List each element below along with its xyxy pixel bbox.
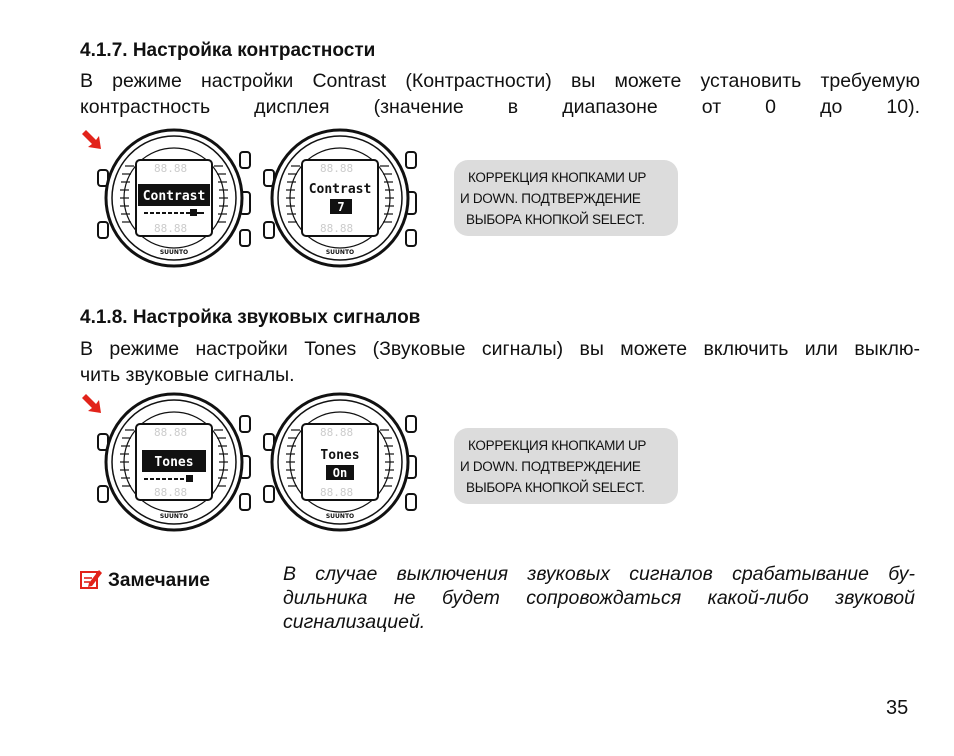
- svg-text:88.88: 88.88: [320, 486, 354, 499]
- note-text: [283, 562, 915, 634]
- paragraph-line: контрастность дисплея (значение в диапазоне от 0 до 10).: [80, 96, 920, 118]
- watch-brand: SUUNTO: [325, 513, 355, 520]
- section-paragraph-tones: [80, 336, 920, 388]
- lcd-label: Contrast: [308, 182, 372, 197]
- callout-line: И DOWN. ПОДТВЕРЖДЕНИЕ: [460, 191, 641, 206]
- note-label: Замечание: [108, 570, 210, 591]
- watch-brand: SUUNTO: [325, 249, 355, 256]
- watch-illustration: [260, 390, 420, 530]
- note-line: сигнализацией.: [283, 611, 426, 633]
- watch-illustration: [94, 126, 254, 266]
- instruction-callout: [454, 160, 678, 236]
- section-heading-contrast: 4.1.7. Настройка контрастности: [80, 40, 376, 61]
- watch-illustration: [260, 126, 420, 266]
- callout-line: ВЫБОРА КНОПКОЙ SELECT.: [466, 480, 645, 495]
- callout-line: ВЫБОРА КНОПКОЙ SELECT.: [466, 212, 645, 227]
- page-number: 35: [886, 697, 909, 719]
- lcd-label: Contrast: [142, 189, 206, 204]
- svg-text:88.88: 88.88: [154, 426, 188, 439]
- lcd-value: On: [332, 466, 348, 480]
- svg-text:88.88: 88.88: [320, 426, 354, 439]
- callout-line: КОРРЕКЦИЯ КНОПКАМИ UP: [468, 170, 647, 185]
- paragraph-line: В режиме настройки Contrast (Контрастности) вы можете установить требуемую: [80, 70, 920, 92]
- lcd-label: Tones: [320, 448, 360, 463]
- paragraph-line: чить звуковые сигналы.: [80, 364, 295, 386]
- svg-text:88.88: 88.88: [320, 222, 354, 235]
- instruction-callout: [454, 428, 678, 504]
- svg-text:88.88: 88.88: [154, 222, 188, 235]
- paragraph-line: В режиме настройки Tones (Звуковые сигналы) вы можете включить или выклю-: [80, 338, 920, 360]
- callout-line: И DOWN. ПОДТВЕРЖДЕНИЕ: [460, 459, 641, 474]
- svg-text:88.88: 88.88: [154, 162, 188, 175]
- watch-illustration: [94, 390, 254, 530]
- section-paragraph-contrast: [80, 68, 920, 120]
- svg-text:88.88: 88.88: [320, 162, 354, 175]
- note-line: дильника не будет сопровождаться какой-либо звуковой: [283, 587, 915, 609]
- section-heading-tones: 4.1.8. Настройка звуковых сигналов: [80, 307, 421, 328]
- note-line: В случае выключения звуковых сигналов срабатывание бу-: [283, 563, 915, 585]
- note-pencil-icon: [80, 568, 102, 590]
- callout-line: КОРРЕКЦИЯ КНОПКАМИ UP: [468, 438, 647, 453]
- lcd-value: 7: [337, 200, 345, 214]
- watch-brand: SUUNTO: [159, 249, 189, 256]
- watch-brand: SUUNTO: [159, 513, 189, 520]
- svg-text:88.88: 88.88: [154, 486, 188, 499]
- lcd-label: Tones: [154, 455, 194, 470]
